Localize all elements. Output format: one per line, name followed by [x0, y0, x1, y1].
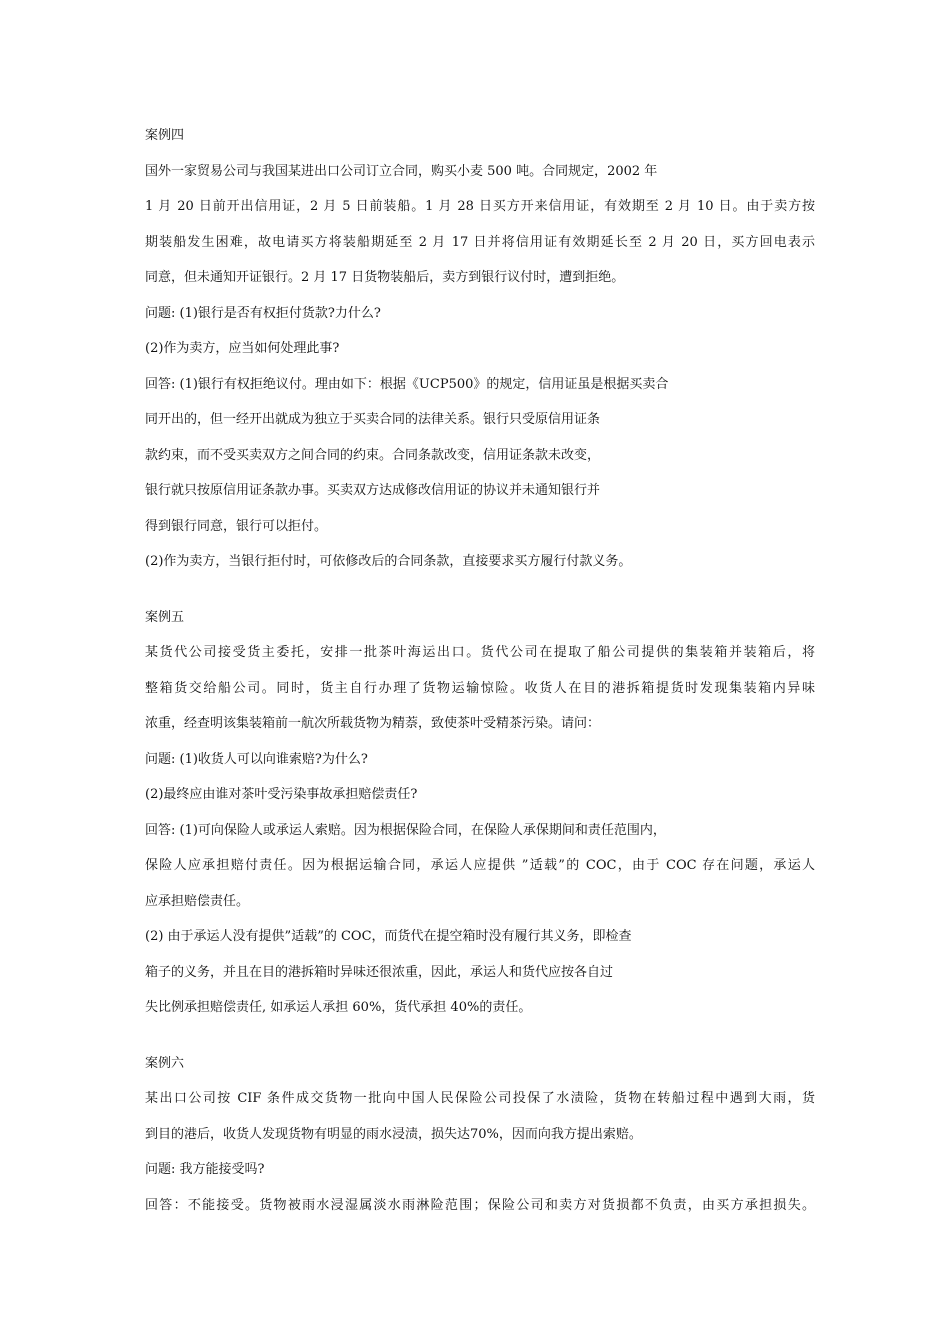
section-gap: [145, 580, 815, 600]
answer-line: 回答: (1)银行有权拒绝议付。理由如下：根据《UCP500》的规定，信用证虽是根据买卖合: [145, 376, 669, 392]
answer-line: 保险人应承担赔付责任。因为根据运输合同，承运人应提供 ”适载”的 COC，由于 COC 存在问题，承运人: [145, 858, 815, 873]
answer-line: 回答: (1)可向保险人或承运人索赔。因为根据保险合同，在保险人承保期间和责任范围内，: [145, 822, 666, 838]
answer-line: 同开出的，但一经开出就成为独立于买卖合同的法律关系。银行只受原信用证条: [145, 412, 601, 427]
case-heading: 案例六: [145, 1055, 185, 1071]
case-text-line: 国外一家贸易公司与我国某进出口公司订立合同，购买小麦 500 吨。合同规定，2002 年: [145, 163, 658, 179]
question-line: 问题: 我方能接受吗?: [145, 1162, 265, 1177]
case-six: [145, 1046, 815, 1224]
case-heading: 案例五: [145, 609, 185, 625]
answer-line: 得到银行同意，银行可以拒付。: [145, 518, 328, 534]
case-text-line: 某货代公司接受货主委托，安排一批茶叶海运出口。货代公司在提取了船公司提供的集装箱并装箱后，将: [145, 645, 815, 660]
answer-line: 回答：不能接受。货物被雨水浸湿属淡水雨淋险范围；保险公司和卖方对货损都不负责，由买方承担损失。: [145, 1197, 815, 1213]
case-text-line: 1 月 20 日前开出信用证，2 月 5 日前装船。1 月 28 日买方开来信用证，有效期至 2 月 10 日。由于卖方按: [145, 199, 815, 214]
section-gap: [145, 1026, 815, 1046]
answer-line: 应承担赔偿责任。: [145, 893, 250, 909]
case-heading: 案例四: [145, 128, 185, 143]
case-text-line: 同意，但未通知开证银行。2 月 17 日货物装船后，卖方到银行议付时，遭到拒绝。: [145, 270, 625, 285]
case-text-line: 整箱货交给船公司。同时，货主自行办理了货物运输惊险。收货人在目的港拆箱提货时发现集装箱内异味: [145, 680, 815, 696]
document-page: [145, 118, 815, 1223]
question-line: 问题: (1)银行是否有权拒付货款?力什么?: [145, 305, 381, 321]
answer-line: 失比例承担赔偿责任, 如承运人承担 60%，货代承担 40%的责任。: [145, 1000, 532, 1015]
question-line: (2)作为卖方，应当如何处理此事?: [145, 341, 340, 356]
question-line: 问题: (1)收货人可以向谁索赔?为什么?: [145, 751, 368, 767]
case-five: [145, 600, 815, 1026]
case-text-line: 某出口公司按 CIF 条件成交货物一批向中国人民保险公司投保了水渍险，货物在转船过程中遇到大雨，货: [145, 1091, 815, 1106]
answer-line: 银行就只按原信用证条款办事。买卖双方达成修改信用证的协议并未通知银行并: [145, 483, 601, 498]
case-text-line: 到目的港后，收货人发现货物有明显的雨水浸渍，损失达70%，因而向我方提出索赔。: [145, 1126, 642, 1142]
answer-line: 箱子的义务，并且在目的港拆箱时异味还很浓重，因此，承运人和货代应按各自过: [145, 964, 614, 980]
answer-line: (2) 由于承运人没有提供”适载”的 COC，而货代在提空箱时没有履行其义务，即检查: [145, 929, 632, 944]
question-line: (2)最终应由谁对茶叶受污染事故承担赔偿责任?: [145, 787, 418, 802]
case-text-line: 浓重，经查明该集装箱前一航次所载货物为精萘，致使茶叶受精茶污染。请问：: [145, 716, 601, 731]
answer-line: (2)作为卖方，当银行拒付时，可依修改后的合同条款，直接要求买方履行付款义务。: [145, 554, 632, 569]
case-four: [145, 118, 815, 580]
case-text-line: 期装船发生困难，故电请买方将装船期延至 2 月 17 日并将信用证有效期延长至 2 月 20 日，买方回电表示: [145, 234, 815, 250]
answer-line: 款约束，而不受买卖双方之间合同的约束。合同条款改变，信用证条款未改变，: [145, 447, 601, 463]
